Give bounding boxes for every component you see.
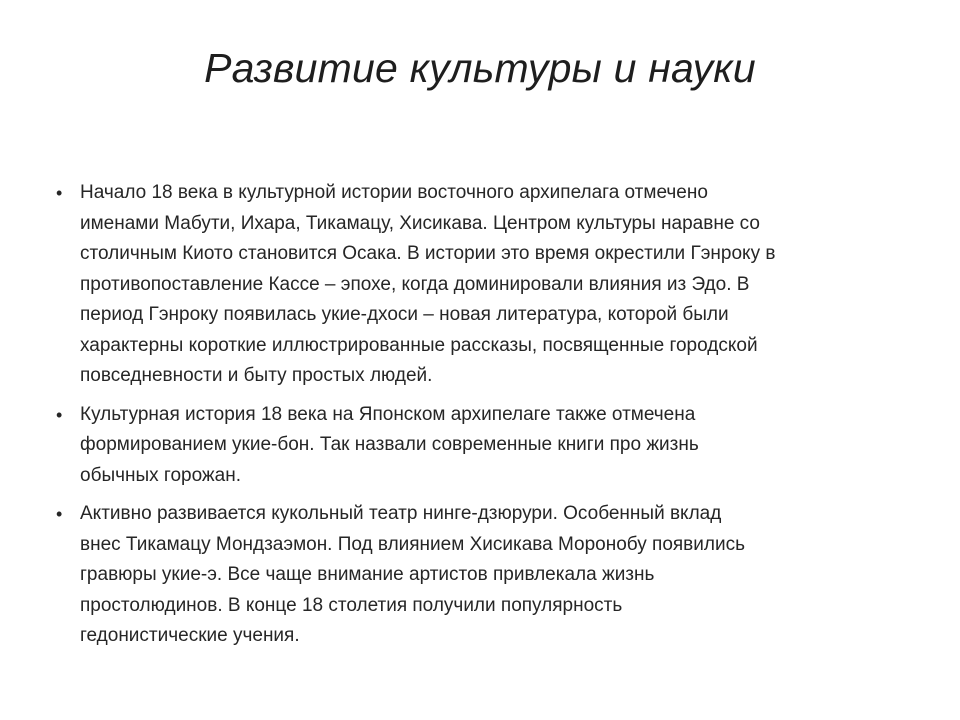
bullet-text-line: формированием укие-бон. Так назвали современные книги про жизнь — [80, 434, 699, 455]
bullet-text-line: обычных горожан. — [80, 464, 241, 486]
bullet-dot-icon: • — [56, 183, 63, 203]
bullet-text-line: Начало 18 века в культурной истории восточного архипелага отмечено — [80, 182, 708, 203]
bullet-dot-icon: • — [56, 404, 63, 425]
bullet-text-line: противопоставление Кассе – эпохе, когда доминировали влияния из Эдо. В — [80, 273, 750, 295]
bullet-text-line: Активно развивается кукольный театр нинге-дзюрури. Особенный вклад — [80, 503, 722, 524]
bullet-text-line: простолюдинов. В конце 18 столетия получили популярность — [80, 594, 623, 616]
bullet-item-2 — [56, 400, 906, 492]
bullet-text-line: период Гэнроку появилась укие-дхоси – новая литература, которой были — [80, 304, 729, 325]
bullet-text-line: именами Мабути, Ихара, Тикамацу, Хисикава. Центром культуры наравне со — [80, 212, 760, 234]
bullet-text-line: Культурная история 18 века на Японском архипелаге также отмечена — [80, 403, 696, 425]
bullet-text-line: повседневности и быту простых людей. — [80, 365, 433, 386]
bullet-text-line: гедонистические учения. — [80, 625, 300, 646]
slide-title: Развитие культуры и науки — [204, 45, 756, 91]
bullet-item-3 — [56, 499, 906, 652]
bullet-list — [56, 178, 906, 660]
bullet-text-line: гравюры укие-э. Все чаще внимание артистов привлекала жизнь — [80, 564, 655, 585]
bullet-item-1 — [56, 178, 906, 392]
bullet-text-line: характерны короткие иллюстрированные рассказы, посвященные городской — [80, 334, 758, 356]
bullet-dot-icon: • — [56, 504, 63, 524]
bullet-text-line: столичным Киото становится Осака. В истории это время окрестили Гэнроку в — [80, 243, 776, 264]
bullet-text-line: внес Тикамацу Мондзаэмон. Под влиянием Хисикава Моронобу появились — [80, 533, 745, 555]
